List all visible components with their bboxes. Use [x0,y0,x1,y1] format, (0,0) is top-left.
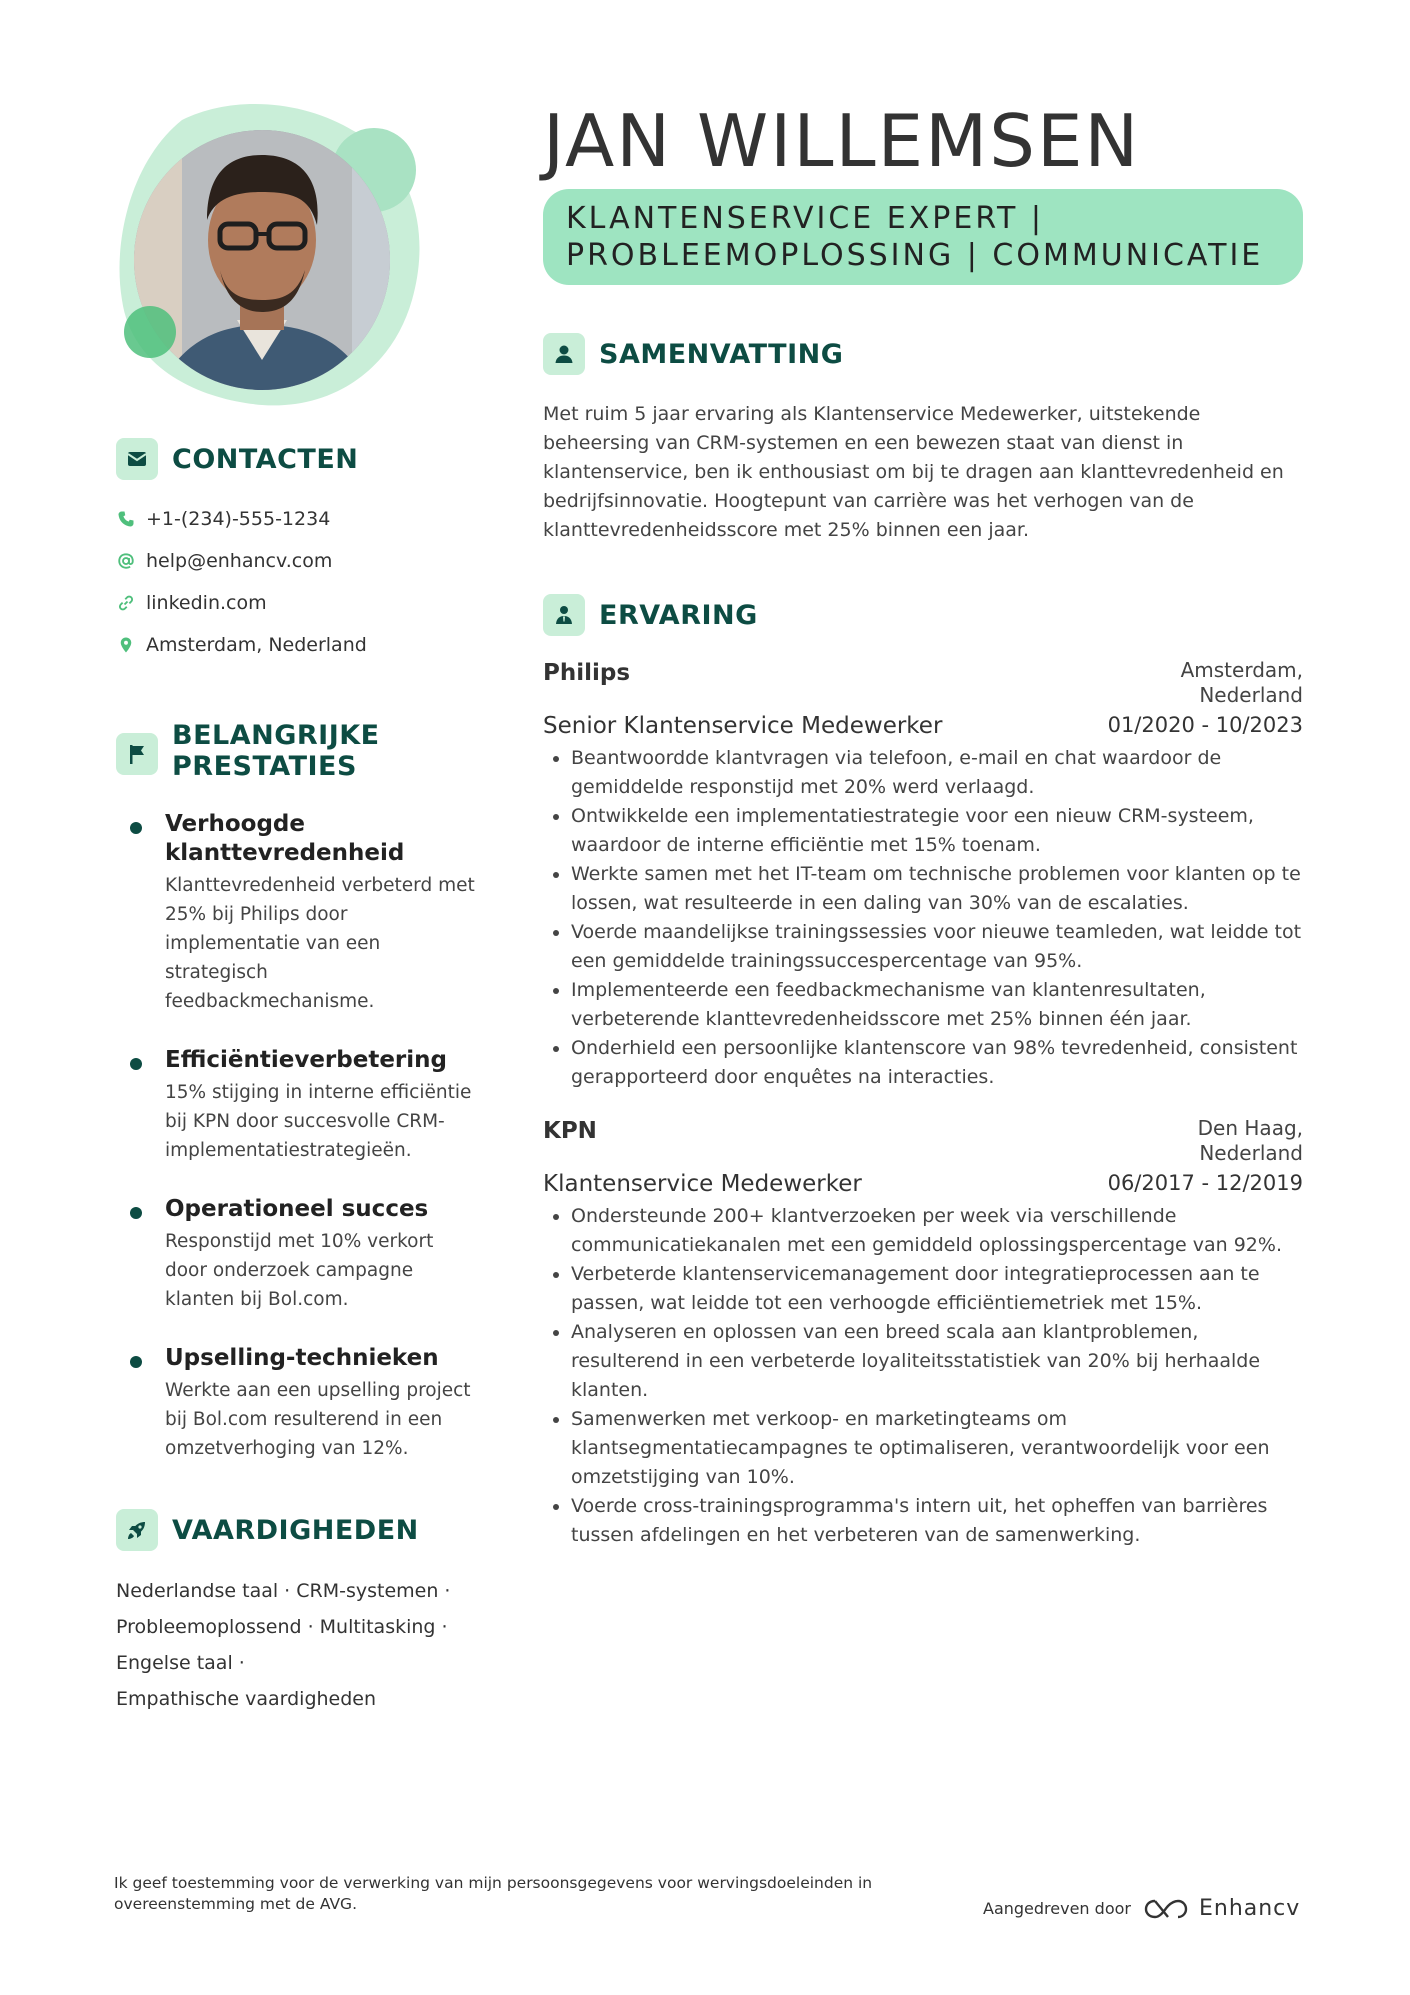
contact-phone[interactable] [116,498,476,540]
job-dates: 06/2017 - 12/2019 [1107,1171,1303,1195]
briefcase-person-icon [543,594,585,636]
skills-list [116,1573,476,1717]
summary-heading [543,333,1303,375]
phone-icon [116,509,136,529]
powered-by[interactable] [983,1896,1300,1921]
profile-photo [112,100,432,410]
skills-heading [116,1509,476,1551]
list-item: • Voerde cross-trainingsprogramma's intern uit, het opheffen van barrières tussen afdelingen en het verbeteren van de samenwerking. [571,1492,1303,1550]
list-item: • Beantwoordde klantvragen via telefoon, e-mail en chat waardoor de gemiddelde responstijd met 20% werd verlaagd. [571,744,1303,802]
location-icon [116,635,136,655]
list-item: • Werkte samen met het IT-team om technische problemen voor klanten op te lossen, wat resulteerde in een daling van 30% van de escalaties. [571,860,1303,918]
summary-text: Met ruim 5 jaar ervaring als Klantenservice Medewerker, uitstekende beheersing van CRM-systemen en een bewezen staat van dienst in klantenservice, ben ik enthousiast om bij te dragen aan klanttevredenheid en bedrijfsinnovatie. Hoogtepunt van carrière was het verhogen van de klanttevredenheidsscore met 25% binnen een jaar. [543,403,1284,541]
achievement-title: Operationeel succes [165,1196,429,1222]
job-location-line: Amsterdam, [1180,658,1303,682]
job-location-line: Nederland [1199,1141,1303,1165]
achievement-item [116,1195,476,1314]
job-location [1198,1116,1303,1166]
experience-section [543,594,1303,1550]
achievement-item [116,1046,476,1165]
at-icon [116,551,136,571]
skills-line: Empathische vaardigheden [116,1688,377,1710]
job-entry [543,660,1303,1092]
job-location [1181,658,1303,708]
contact-email[interactable] [116,540,476,582]
link-icon [116,593,136,613]
achievement-desc: 15% stijging in interne efficiëntie bij KPN door succesvolle CRM-implementatiestrategieën. [165,1082,472,1161]
envelope-icon [116,438,158,480]
consent-note: Ik geef toestemming voor de verwerking van mijn persoonsgegevens voor wervingsdoeleinden in overeenstemming met de AVG. [114,1874,873,1913]
achievement-item [116,810,476,1016]
contact-location [116,624,476,666]
summary-title: SAMENVATTING [599,338,844,370]
flag-icon [116,733,158,775]
job-company: KPN [543,1118,597,1144]
experience-heading [543,594,1303,636]
list-item: • Analyseren en oplossen van een breed scala aan klantproblemen, resulterend in een verbeterde loyaliteitsstatistiek van 20% bij herhaalde klanten. [571,1318,1303,1405]
contact-linkedin-text: linkedin.com [146,592,267,614]
avatar [112,100,432,410]
summary-section [543,333,1303,545]
job-location-line: Nederland [1199,683,1303,707]
powered-by-text: Aangedreven door [983,1899,1131,1918]
skills-line: Engelse taal · [116,1652,245,1674]
page-title: JAN WILLEMSEN [543,99,1141,183]
achievement-desc: Responstijd met 10% verkort door onderzoek campagne klanten bij Bol.com. [165,1231,434,1310]
achievement-desc: Klanttevredenheid verbeterd met 25% bij Philips door implementatie van een strategisch feedbackmechanisme. [165,875,475,1012]
list-item: • Verbeterde klantenservicemanagement door integratieprocessen aan te passen, wat leidde tot een verhoogde efficiëntiemetriek met 15%. [571,1260,1303,1318]
achievement-title: Upselling-technieken [165,1345,439,1371]
job-dates: 01/2020 - 10/2023 [1107,713,1303,737]
list-item: • Ontwikkelde een implementatiestrategie voor een nieuw CRM-systeem, waardoor de interne efficiëntie met 15% toenam. [571,802,1303,860]
achievements-section [116,720,476,1493]
contact-linkedin[interactable] [116,582,476,624]
achievement-title: Efficiëntieverbetering [165,1047,447,1073]
job-role-row [543,713,1303,739]
skills-line: Probleemoplossend · Multitasking · [116,1616,448,1638]
job-bullets [543,1202,1303,1550]
job-entry [543,1118,1303,1550]
job-role: Klantenservice Medewerker [543,1171,862,1197]
bullet-dot [130,822,142,834]
skills-line: Nederlandse taal · CRM-systemen · [116,1580,451,1602]
achievements-heading [116,720,476,782]
contacts-title: CONTACTEN [172,443,359,475]
job-role: Senior Klantenservice Medewerker [543,713,943,739]
job-location-line: Den Haag, [1197,1116,1303,1140]
brand-name: Enhancv [1198,1896,1301,1921]
contacts-heading [116,438,476,480]
bullet-dot [130,1356,142,1368]
list-item: • Samenwerken met verkoop- en marketingteams om klantsegmentatiecampagnes te optimaliseren, verantwoordelijk voor een omzetstijging van 10%. [571,1405,1303,1492]
bullet-dot [130,1207,142,1219]
job-company: Philips [543,660,631,686]
skills-title: VAARDIGHEDEN [172,1514,419,1546]
enhancv-logo-icon [1143,1897,1189,1921]
skills-section [116,1509,476,1717]
bullet-dot [130,1058,142,1070]
job-role-row [543,1171,1303,1197]
list-item: • Implementeerde een feedbackmechanisme van klantenresultaten, verbeterende klanttevredenheidsscore met 25% binnen één jaar. [571,976,1303,1034]
achievement-item [116,1344,476,1463]
list-item: • Onderhield een persoonlijke klantenscore van 98% tevredenheid, consistent gerapporteerd door enquêtes na interacties. [571,1034,1303,1092]
achievements-title: BELANGRIJKE PRESTATIES [172,720,380,782]
contact-location-text: Amsterdam, Nederland [146,634,367,656]
person-icon [543,333,585,375]
job-bullets [543,744,1303,1092]
list-item: • Ondersteunde 200+ klantverzoeken per week via verschillende communicatiekanalen met een gemiddeld oplossingspercentage van 92%. [571,1202,1303,1260]
achievement-title: Verhoogde klanttevredenheid [165,811,405,866]
contact-phone-text: +1-(234)-555-1234 [146,508,331,530]
contact-email-text: help@enhancv.com [146,550,333,572]
experience-title: ERVARING [599,599,758,631]
tagline-banner: KLANTENSERVICE EXPERT | PROBLEEMOPLOSSING | COMMUNICATIE [543,189,1303,285]
rocket-icon [116,1509,158,1551]
list-item: • Voerde maandelijkse trainingssessies voor nieuwe teamleden, wat leidde tot een gemiddelde trainingssuccespercentage van 95%. [571,918,1303,976]
contacts-section [116,438,476,666]
achievement-desc: Werkte aan een upselling project bij Bol.com resulterend in een omzetverhoging van 12%. [165,1380,471,1459]
